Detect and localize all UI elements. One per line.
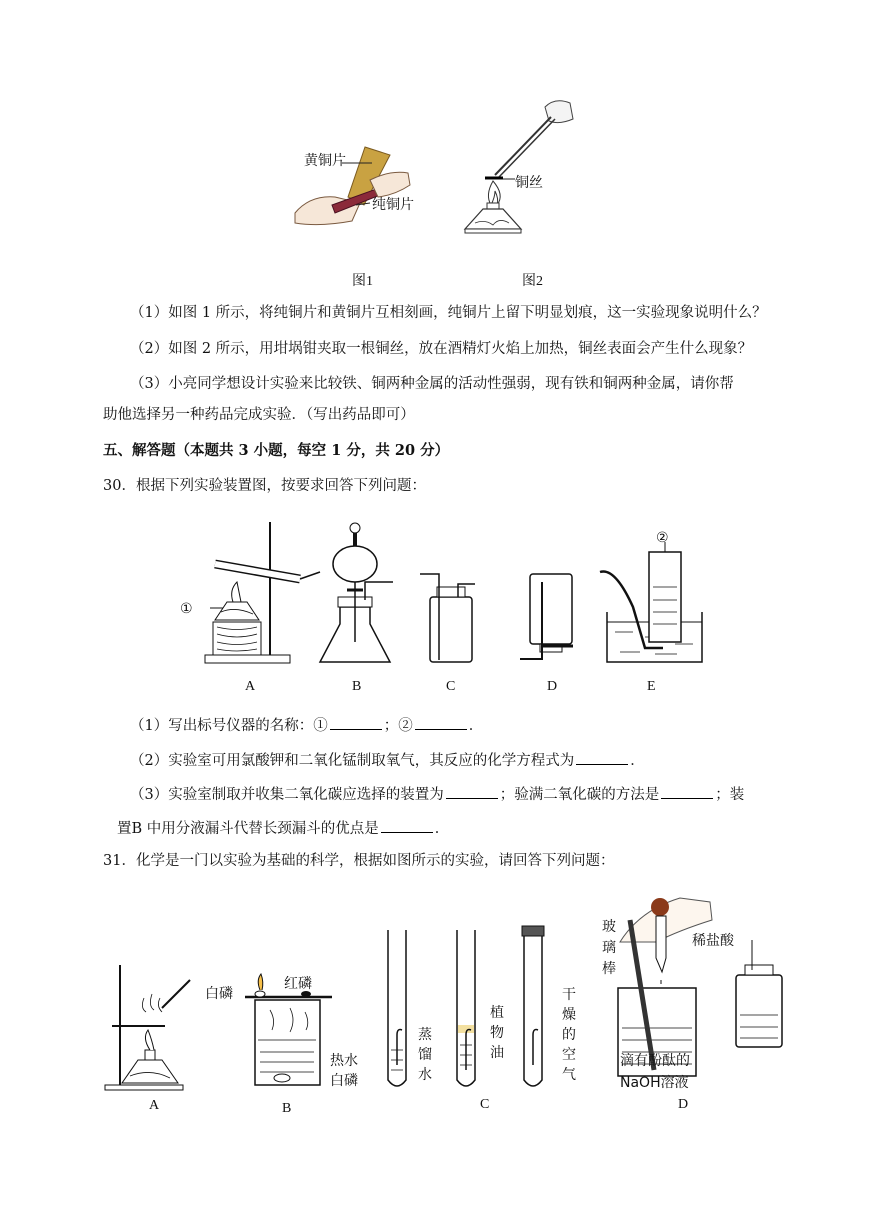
apparatus-d: [520, 574, 573, 659]
b-red-phosphorus-label: 红磷: [284, 976, 312, 992]
experiment-c: [388, 926, 544, 1086]
q30-part3-line2: [117, 818, 449, 839]
d-glass-rod-label: [602, 917, 618, 980]
c-water-char: 蒸: [418, 1027, 432, 1043]
q30-part2: [130, 750, 645, 771]
mark-2: ②: [656, 530, 669, 546]
c-oil-char: 植: [490, 1005, 504, 1021]
q30-label-d: D: [547, 679, 558, 694]
d-solution-label-line1: 滴有酚酞的: [620, 1053, 690, 1069]
q30-label-e: E: [647, 679, 656, 694]
q30-part1-end: ．: [468, 718, 484, 734]
apparatus-a: [205, 522, 320, 663]
q30-part3b-end: ．: [434, 821, 450, 837]
q31-label-c: C: [480, 1097, 490, 1112]
q30-part2-text: （2）实验室可用氯酸钾和二氧化锰制取氧气，其反应的化学方程式为: [130, 753, 575, 769]
q30-part3: [130, 784, 744, 805]
c-oil-char: 物: [490, 1025, 504, 1041]
q29-part2: （2）如图 2 所示，用坩埚钳夹取一根铜丝，放在酒精灯火焰上加热，铜丝表面会产生什么现象？: [130, 341, 753, 357]
c-vegetable-oil-label: [490, 1003, 506, 1063]
d-dilute-hcl-label: 稀盐酸: [692, 933, 734, 949]
q30-part1-mid: ；②: [383, 718, 413, 734]
q29-part1: （1）如图 1 所示，将纯铜片和黄铜片互相刻画，纯铜片上留下明显划痕，这一实验现象说明什么？: [130, 305, 767, 321]
q30-part2-end: ．: [630, 753, 645, 769]
label-brass-sheet: 黄铜片: [304, 153, 346, 169]
mark-1: ①: [180, 601, 193, 617]
d-rod-char: 玻: [602, 919, 616, 935]
figure-2: [455, 95, 585, 240]
copper-wire-heating-illustration: [455, 95, 585, 240]
q31-stem: 31．化学是一门以实验为基础的科学，根据如图所示的实验，请回答下列问题：: [103, 853, 615, 869]
d-rod-char: 棒: [602, 961, 616, 977]
label-copper-wire: 铜丝: [515, 175, 543, 191]
apparatus-e: [600, 542, 702, 662]
c-dry-air-label: [562, 985, 578, 1085]
c-air-char: 气: [562, 1067, 576, 1083]
b-hot-water-label: 热水: [330, 1053, 358, 1069]
experiment-a: [105, 965, 190, 1090]
c-air-char: 燥: [562, 1007, 576, 1023]
q30-part3-end: ；装: [715, 787, 745, 803]
q30-stem: 30．根据下列实验装置图，按要求回答下列问题：: [103, 478, 426, 494]
q29-part3-line2: 助他选择另一种药品完成实验．（写出药品即可）: [103, 407, 415, 423]
b-white-phosphorus-bottom-label: 白磷: [330, 1073, 358, 1089]
q30-label-c: C: [446, 679, 456, 694]
q30-part3b-text: 置B 中用分液漏斗代替长颈漏斗的优点是: [117, 821, 379, 837]
blank-3[interactable]: [576, 750, 628, 765]
c-water-char: 水: [418, 1067, 432, 1083]
label-pure-copper-sheet: 纯铜片: [372, 197, 414, 213]
q30-label-b: B: [352, 679, 362, 694]
q30-part3-mid: ；验满二氧化碳的方法是: [499, 787, 660, 803]
blank-4[interactable]: [446, 784, 498, 799]
apparatus-c: [420, 574, 475, 662]
section-5-title: 五、解答题（本题共 3 小题，每空 1 分，共 20 分）: [103, 442, 450, 459]
c-distilled-water-label: [418, 1025, 434, 1085]
q30-apparatus-figure: [175, 512, 715, 702]
figure-1-caption: 图1: [352, 274, 373, 289]
blank-5[interactable]: [661, 784, 713, 799]
blank-1[interactable]: [330, 715, 382, 730]
q31-label-a: A: [149, 1098, 160, 1113]
q29-part3-line1: （3）小亮同学想设计实验来比较铁、铜两种金属的活动性强弱，现有铁和铜两种金属，请你帮: [130, 376, 734, 392]
c-air-char: 空: [562, 1047, 576, 1063]
blank-2[interactable]: [415, 715, 467, 730]
c-water-char: 馏: [418, 1047, 432, 1063]
figure-2-caption: 图2: [522, 274, 543, 289]
q31-label-d: D: [678, 1097, 689, 1112]
c-air-char: 的: [562, 1027, 576, 1043]
q30-label-a: A: [245, 679, 256, 694]
q30-part1-text: （1）写出标号仪器的名称：①: [130, 718, 328, 734]
blank-6[interactable]: [381, 818, 433, 833]
c-air-char: 干: [562, 987, 576, 1003]
q30-part1: [130, 715, 483, 736]
d-solution-label-line2: NaOH溶液: [620, 1075, 689, 1091]
q31-label-b: B: [282, 1101, 292, 1116]
c-oil-char: 油: [490, 1045, 504, 1061]
q30-part3-text: （3）实验室制取并收集二氧化碳应选择的装置为: [130, 787, 444, 803]
b-white-phosphorus-top-label: 白磷: [205, 986, 233, 1002]
apparatus-b: [320, 523, 393, 662]
d-rod-char: 璃: [602, 940, 616, 956]
